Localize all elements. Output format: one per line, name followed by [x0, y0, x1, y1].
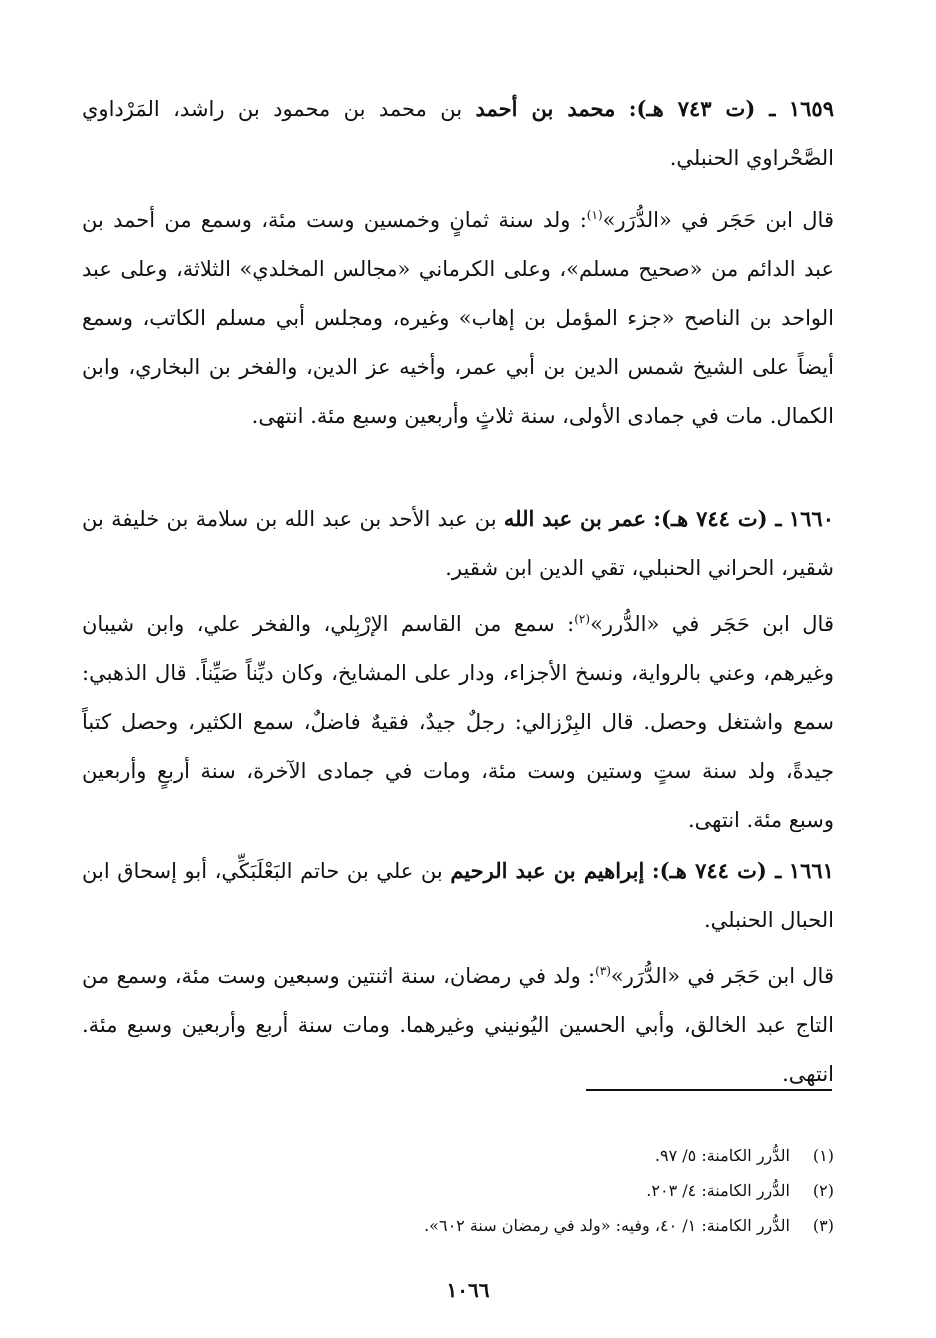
quote-intro: قال ابن حَجَر في «الدُّرر» — [590, 612, 834, 636]
entry-1659-quote — [82, 196, 834, 441]
footnote-separator — [586, 1089, 832, 1091]
footnotes — [82, 1138, 834, 1243]
entry-number: ١٦٥٩ — [788, 96, 834, 121]
entry-1660 — [82, 494, 834, 593]
entry-1661 — [82, 846, 834, 945]
entry-heading: ١٦٦٠ ـ (ت ٧٤٤ هـ): عمر بن عبد الله بن عبد الأحد بن عبد الله بن سلامة بن خليفة بن شقير، الحراني الحنبلي، تقي الدين ابن شقير. — [82, 506, 834, 580]
entry-1659 — [82, 84, 834, 183]
quote-intro: قال ابن حَجَر في «الدُّرَر» — [610, 964, 834, 988]
footnote-text: الدُّرر الكامنة: ٥/ ٩٧. — [654, 1146, 790, 1165]
quote-text: : ولد في رمضان، سنة اثنتين وسبعين وست مئة، وسمع من التاج عبد الخالق، وأبي الحسين اليُونيني وغيرهما. ومات سنة أربع وأربعين وسبع مئة. انتهى. — [82, 964, 834, 1086]
quote-text: : ولد سنة ثمانٍ وخمسين وست مئة، وسمع من أحمد بن عبد الدائم من «صحيح مسلم»، وعلى الكرماني «مجالس المخلدي» الثلاثة، وعلى عبد الواحد بن الناصح «جزء المؤمل بن إهاب» وغيره، ومجلس أبي مسلم الكاتب، وسمع أيضاً على الشيخ شمس الدين بن أبي عمر، وأخيه عز الدين، والفخر بن البخاري، وابن الكمال. مات في جمادى الأولى، سنة ثلاثٍ وأربعين وسبع مئة. انتهى. — [82, 208, 834, 428]
footnote-text: الدُّرر الكامنة: ١/ ٤٠، وفيه: «ولد في رمضان سنة ٦٠٢». — [424, 1216, 790, 1235]
footnote-ref: (٣) — [595, 964, 611, 978]
page-number: ١٠٦٦ — [446, 1278, 490, 1302]
entry-number: ١٦٦٠ — [788, 506, 834, 531]
quote-paragraph — [82, 196, 834, 441]
footnote-number: (١) — [812, 1146, 834, 1165]
entry-heading: ١٦٦١ ـ (ت ٧٤٤ هـ): إبراهيم بن عبد الرحيم بن علي بن حاتم البَعْلَبَكِّي، أبو إسحاق ابن الحبال الحنبلي. — [82, 858, 834, 932]
footnote-item — [82, 1138, 834, 1173]
person-name: محمد بن أحمد — [475, 96, 616, 121]
footnote-item — [82, 1173, 834, 1208]
death-year: (ت ٧٤٤ هـ): — [653, 506, 768, 531]
footnote-text: الدُّرر الكامنة: ٤/ ٢٠٣. — [646, 1181, 790, 1200]
entry-heading: ١٦٥٩ ـ (ت ٧٤٣ هـ): محمد بن أحمد بن محمد بن محمود بن راشد، المَرْداوي الصَّحْراوي الحنبلي. — [82, 96, 834, 170]
footnote-number: (٢) — [812, 1181, 834, 1200]
death-year: (ت ٧٤٤ هـ): — [651, 858, 767, 883]
entry-1660-quote — [82, 600, 834, 845]
person-name: إبراهيم بن عبد الرحيم — [450, 858, 645, 883]
footnote-number: (٣) — [812, 1216, 834, 1235]
death-year: (ت ٧٤٣ هـ): — [628, 96, 756, 121]
quote-intro: قال ابن حَجَر في «الدُّرَر» — [602, 208, 834, 232]
entry-1661-quote — [82, 952, 834, 1099]
footnote-ref: (٢) — [574, 612, 591, 626]
lineage: بن علي بن حاتم البَعْلَبَكِّي، أبو إسحاق ابن الحبال الحنبلي. — [82, 859, 834, 932]
person-name: عمر بن عبد الله — [503, 506, 646, 531]
lineage: بن عبد الأحد بن عبد الله بن سلامة بن خليفة بن شقير، الحراني الحنبلي، تقي الدين ابن شقير. — [82, 507, 834, 580]
lineage: بن محمد بن محمود بن راشد، المَرْداوي الصَّحْراوي الحنبلي. — [82, 97, 834, 170]
footnote-item — [82, 1208, 834, 1243]
quote-text: : سمع من القاسم الإرْبِلي، والفخر علي، وابن شيبان وغيرهم، وعني بالرواية، ونسخ الأجزاء، ودار على المشايخ، وكان ديِّناً صَيِّناً. قال الذهبي: سمع واشتغل وحصل. قال البِرْزالي: رجلٌ جيدٌ، فقيهٌ فاضلٌ، سمع الكثير، وحصل كتباً جيدةً، ولد سنة ستٍ وستين وست مئة، ومات في جمادى الآخرة، سنة أربعٍ وأربعين وسبع مئة. انتهى. — [82, 612, 834, 832]
entry-number: ١٦٦١ — [788, 858, 834, 883]
quote-paragraph — [82, 952, 834, 1099]
quote-paragraph — [82, 600, 834, 845]
footnote-ref: (١) — [586, 208, 603, 222]
